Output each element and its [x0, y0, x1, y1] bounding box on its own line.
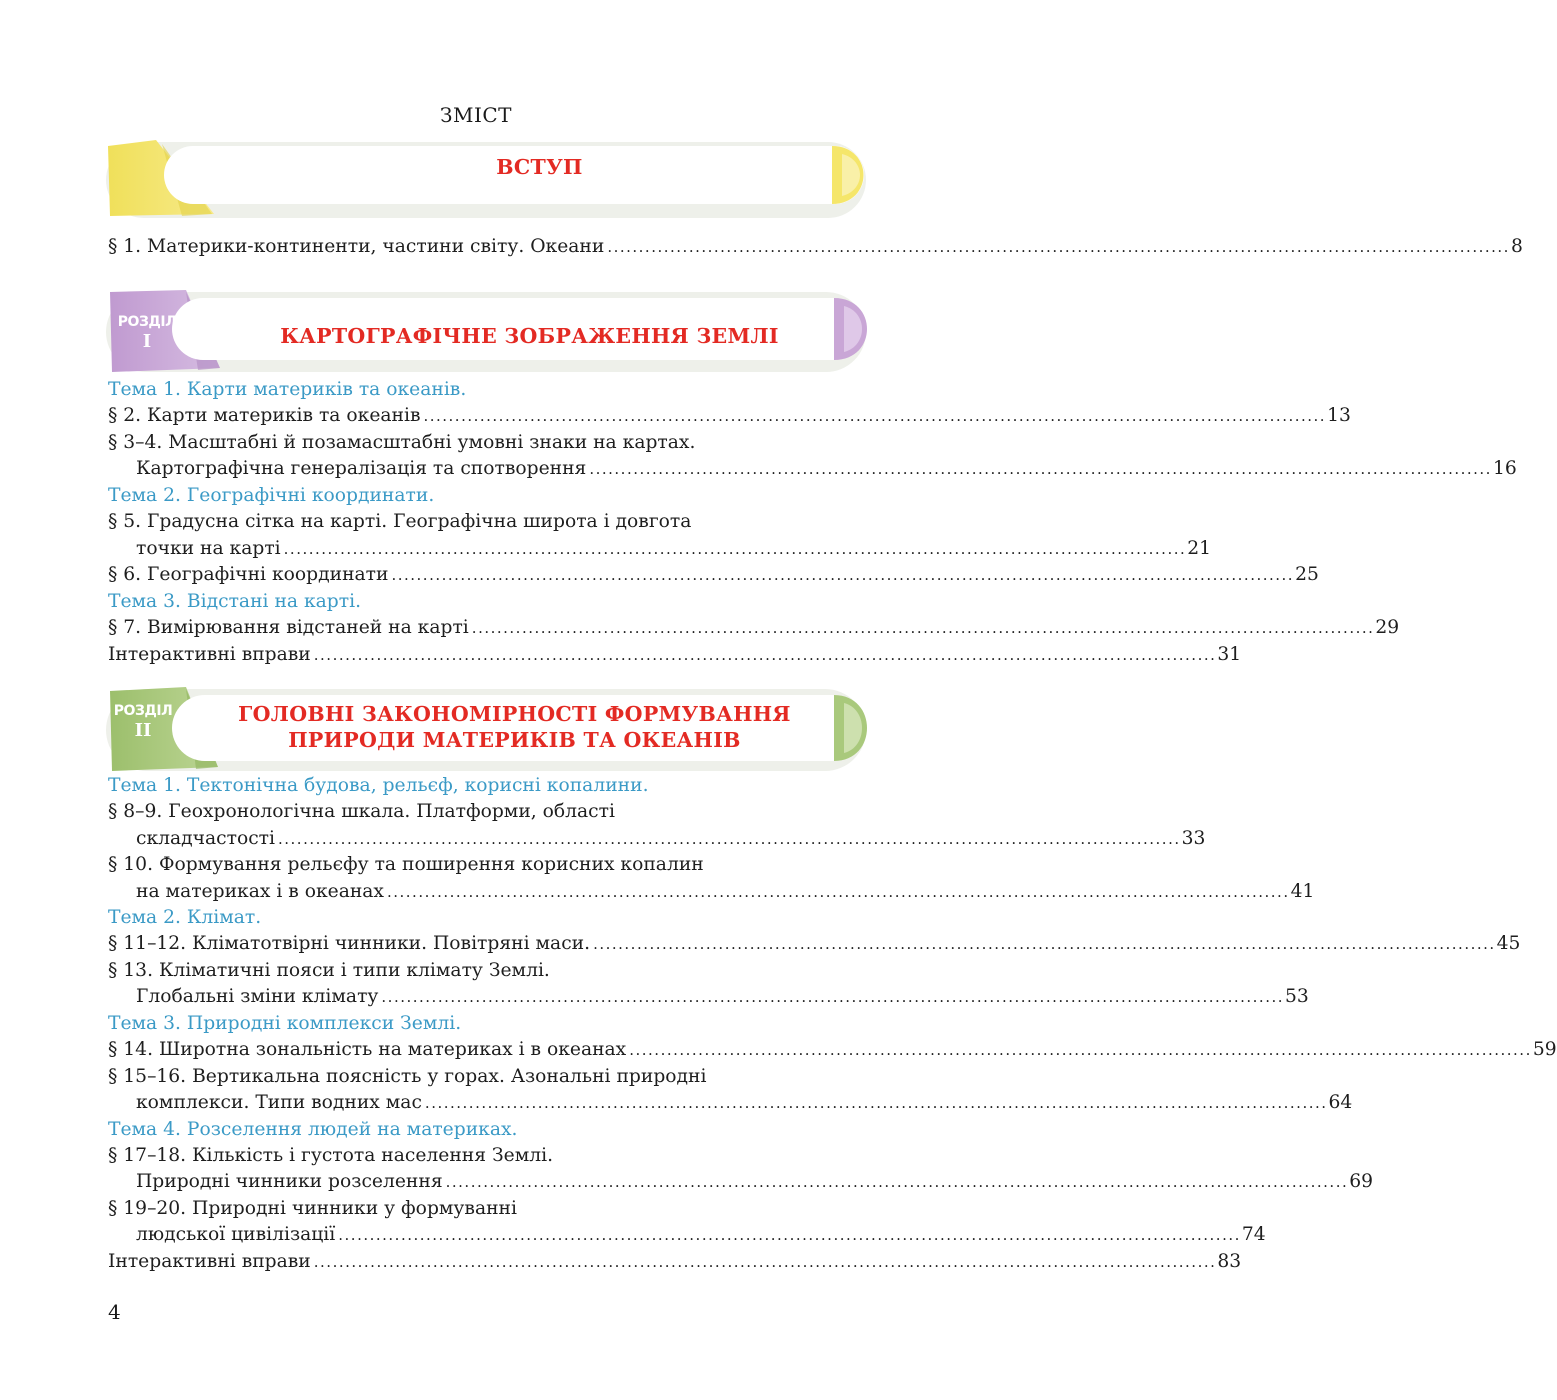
toc-entry: [108, 615, 1400, 642]
toc-entry-text: § 15–16. Вертикальна поясність у горах. Азональні природні: [108, 1066, 707, 1087]
toc-entry-text: Тема 1. Карти материків та океанів.: [108, 379, 467, 400]
dot-leader: ................................................................................................................................................: [386, 883, 1290, 901]
dot-leader: ................................................................................................................................................: [278, 830, 1181, 848]
toc-topic: [108, 483, 873, 510]
toc-entry: [108, 931, 1521, 958]
section2-badge-label: РОЗДІЛ: [113, 703, 173, 719]
toc-entry-text: Тема 1. Тектонічна будова, рельєф, корисні копалини.: [108, 775, 649, 796]
toc-entry-text: § 10. Формування рельєфу та поширення корисних копалин: [108, 854, 704, 875]
toc-entry: [136, 456, 1517, 483]
toc-entry-text: § 2. Карти материків та океанів: [108, 405, 421, 426]
toc-entry-text: складчастості: [136, 828, 275, 849]
toc-page-number: 83: [1217, 1251, 1242, 1272]
toc-page-number: 69: [1349, 1171, 1374, 1192]
toc-page-number: 29: [1375, 617, 1400, 638]
dot-leader: ................................................................................................................................................: [338, 1226, 1241, 1244]
toc-page-number: 33: [1181, 828, 1206, 849]
dot-leader: ................................................................................................................................................: [283, 540, 1187, 558]
toc-entry: [108, 562, 1319, 589]
section2-banner: [102, 683, 897, 775]
dot-leader: ................................................................................................................................................: [607, 238, 1510, 256]
toc-entry: [108, 234, 1523, 261]
section2-title-line2: ПРИРОДИ МАТЕРИКІВ ТА ОКЕАНІВ: [288, 728, 741, 752]
intro-title: ВСТУП: [496, 155, 583, 179]
toc-entry: [136, 879, 1315, 906]
toc-entry: [108, 1037, 1557, 1064]
toc-entry: [108, 1249, 1242, 1276]
toc-page-number: 25: [1295, 564, 1319, 585]
dot-leader: ................................................................................................................................................: [589, 460, 1492, 478]
toc-page-number: 64: [1328, 1092, 1353, 1113]
toc-entry-text: Тема 3. Природні комплекси Землі.: [108, 1013, 462, 1034]
toc-entry-text: § 17–18. Кількість і густота населення Землі.: [108, 1145, 554, 1166]
toc-topic: [108, 1117, 873, 1144]
toc-entry: [108, 799, 873, 826]
section2-title: [222, 701, 807, 753]
dot-leader: ................................................................................................................................................: [391, 566, 1295, 584]
section2-title-line1: ГОЛОВНІ ЗАКОНОМІРНОСТІ ФОРМУВАННЯ: [238, 702, 791, 726]
toc-entry-text: Глобальні зміни клімату: [136, 986, 379, 1007]
toc-entry-text: Тема 4. Розселення людей на материках.: [108, 1119, 518, 1140]
toc-entry: [136, 1169, 1374, 1196]
toc-page-number: 21: [1187, 538, 1212, 559]
toc-page-number: 53: [1285, 986, 1309, 1007]
toc-page-number: 59: [1532, 1039, 1557, 1060]
page-title: ЗМІСТ: [440, 103, 512, 127]
intro-banner: [102, 136, 897, 222]
toc-topic: [108, 905, 873, 932]
toc-entry: [108, 958, 873, 985]
dot-leader: ................................................................................................................................................: [445, 1173, 1349, 1191]
section1-badge-number: I: [142, 331, 152, 352]
toc-entry: [108, 509, 873, 536]
dot-leader: ................................................................................................................................................: [381, 988, 1285, 1006]
toc-entry: [108, 1143, 873, 1170]
toc-topic: [108, 1011, 873, 1038]
toc-entry: [108, 1196, 873, 1223]
toc-entry: [108, 642, 1242, 669]
toc-topic: [108, 377, 873, 404]
dot-leader: ................................................................................................................................................: [593, 935, 1496, 953]
dot-leader: ................................................................................................................................................: [424, 1094, 1328, 1112]
dot-leader: ................................................................................................................................................: [313, 1253, 1217, 1271]
dot-leader: ................................................................................................................................................: [471, 619, 1375, 637]
toc-entry-text: Інтерактивні вправи: [108, 1251, 311, 1272]
toc-entry: [136, 984, 1309, 1011]
section2-badge: [102, 703, 184, 741]
toc-entry-text: § 19–20. Природні чинники у формуванні: [108, 1198, 517, 1219]
toc-page-number: 13: [1327, 405, 1351, 426]
toc-entry-text: § 5. Градусна сітка на карті. Географічна широта і довгота: [108, 511, 692, 532]
toc-page-number: 41: [1290, 881, 1315, 902]
toc-topic: [108, 589, 873, 616]
toc-entry: [108, 430, 873, 457]
toc-entry-text: Картографічна генералізація та спотворення: [136, 458, 587, 479]
toc-entry-text: § 14. Широтна зональність на материках і в океанах: [108, 1039, 627, 1060]
toc-entry-text: людської цивілізації: [136, 1224, 336, 1245]
page-number: 4: [108, 1300, 121, 1324]
dot-leader: ................................................................................................................................................: [423, 407, 1327, 425]
section1-badge: [106, 314, 188, 352]
section1-banner: [102, 286, 897, 376]
toc-page-number: 31: [1217, 644, 1242, 665]
toc-entry-text: § 7. Вимірювання відстаней на карті: [108, 617, 469, 638]
toc-topic: [108, 773, 873, 800]
toc-entry-text: комплекси. Типи водних мас: [136, 1092, 422, 1113]
toc-entry-text: Тема 2. Географічні координати.: [108, 485, 435, 506]
toc-entry-text: Тема 2. Клімат.: [108, 907, 262, 928]
toc-entry-text: § 6. Географічні координати: [108, 564, 389, 585]
toc-page-number: 45: [1496, 933, 1521, 954]
toc-entry-text: § 8–9. Геохронологічна шкала. Платформи, області: [108, 801, 615, 822]
toc-entry-text: § 13. Кліматичні пояси і типи клімату Землі.: [108, 960, 550, 981]
toc-page-number: 16: [1492, 458, 1517, 479]
toc-entry-text: Тема 3. Відстані на карті.: [108, 591, 362, 612]
toc-entry: [108, 852, 873, 879]
toc-entry-text: § 3–4. Масштабні й позамасштабні умовні знаки на картах.: [108, 432, 696, 453]
toc-entry: [136, 1222, 1266, 1249]
toc-page-number: 74: [1241, 1224, 1266, 1245]
toc-entry-text: точки на карті: [136, 538, 281, 559]
toc-entry: [136, 826, 1206, 853]
toc-entry-text: Природні чинники розселення: [136, 1171, 443, 1192]
toc-entry: [108, 1064, 873, 1091]
toc-entry-text: Інтерактивні вправи: [108, 644, 311, 665]
toc-entry-text: на материках і в океанах: [136, 881, 384, 902]
toc-page-number: 8: [1510, 236, 1523, 257]
toc-entry-text: § 1. Материки-континенти, частини світу. Океани: [108, 236, 605, 257]
toc-entry: [108, 403, 1351, 430]
toc-entry-text: § 11–12. Кліматотвірні чинники. Повітряні маси.: [108, 933, 591, 954]
toc-entry: [136, 536, 1212, 563]
section2-badge-number: II: [134, 720, 152, 741]
dot-leader: ................................................................................................................................................: [629, 1041, 1532, 1059]
section1-badge-label: РОЗДІЛ: [117, 314, 177, 330]
dot-leader: ................................................................................................................................................: [313, 646, 1217, 664]
toc-entry: [136, 1090, 1353, 1117]
section1-title: КАРТОГРАФІЧНЕ ЗОБРАЖЕННЯ ЗЕМЛІ: [280, 324, 779, 348]
